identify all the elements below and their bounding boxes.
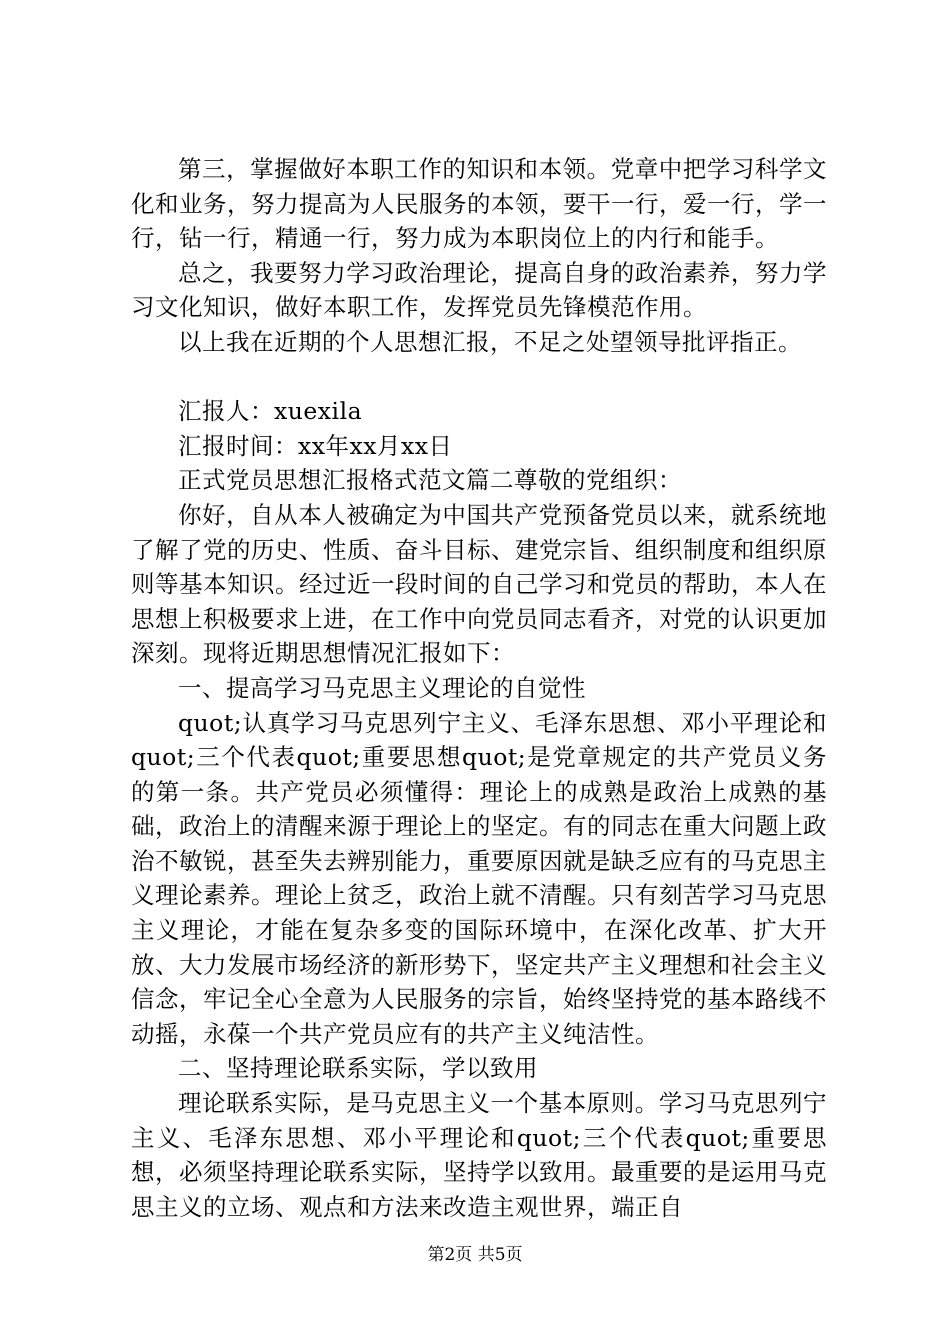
heading-one: 一、提高学习马克思主义理论的自觉性 — [178, 673, 586, 702]
report-date-line: 汇报时间：xx年xx月xx日 — [178, 431, 453, 460]
blank-line — [131, 360, 827, 395]
section-title-line: 正式党员思想汇报格式范文篇二尊敬的党组织： — [178, 466, 682, 495]
paragraph-practice: 理论联系实际，是马克思主义一个基本原则。学习马克思列宁主义、毛泽东思想、邓小平理论和quot;三个代表quot;重要思想，必须坚持理论联系实际，坚持学以致用。最重要的是运用马克思主义的立场、观点和方法来改造主观世界，端正自 — [131, 1089, 827, 1221]
page-footer — [0, 1244, 950, 1266]
reporter-line: 汇报人：xuexila — [178, 397, 363, 426]
paragraph-summary: 总之，我要努力学习政治理论，提高自身的政治素养，努力学习文化知识，做好本职工作，发挥党员先锋模范作用。 — [131, 258, 827, 322]
document-body — [131, 152, 827, 1224]
heading-two: 二、坚持理论联系实际，学以致用 — [178, 1054, 538, 1083]
paragraph-closing: 以上我在近期的个人思想汇报，不足之处望领导批评指正。 — [178, 327, 802, 356]
paragraph-knowledge: 第三，掌握做好本职工作的知识和本领。党章中把学习科学文化和业务，努力提高为人民服务的本领，要干一行，爱一行，学一行，钻一行，精通一行，努力成为本职岗位上的内行和能手。 — [131, 155, 827, 253]
paragraph-theory: quot;认真学习马克思列宁主义、毛泽东思想、邓小平理论和quot;三个代表quot;重要思想quot;是党章规定的共产党员义务的第一条。共产党员必须懂得：理论上的成熟是政治上成熟的基础，政治上的清醒来源于理论上的坚定。有的同志在重大问题上政治不敏锐，甚至失去辨别能力，重要原因就是缺乏应有的马克思主义理论素养。理论上贫乏，政治上就不清醒。只有刻苦学习马克思主义理论，才能在复杂多变的国际环境中，在深化改革、扩大开放、大力发展市场经济的新形势下，坚定共产主义理想和社会主义信念，牢记全心全意为人民服务的宗旨，始终坚持党的基本路线不动摇，永葆一个共产党员应有的共产主义纯洁性。 — [131, 708, 827, 1048]
paragraph-greeting: 你好，自从本人被确定为中国共产党预备党员以来，就系统地了解了党的历史、性质、奋斗目标、建党宗旨、组织制度和组织原则等基本知识。经过近一段时间的自己学习和党员的帮助，本人在思想上积极要求上进，在工作中向党员同志看齐，对党的认识更加深刻。现将近期思想情况汇报如下： — [131, 500, 827, 668]
page-number: 第2页 共5页 — [427, 1245, 523, 1265]
